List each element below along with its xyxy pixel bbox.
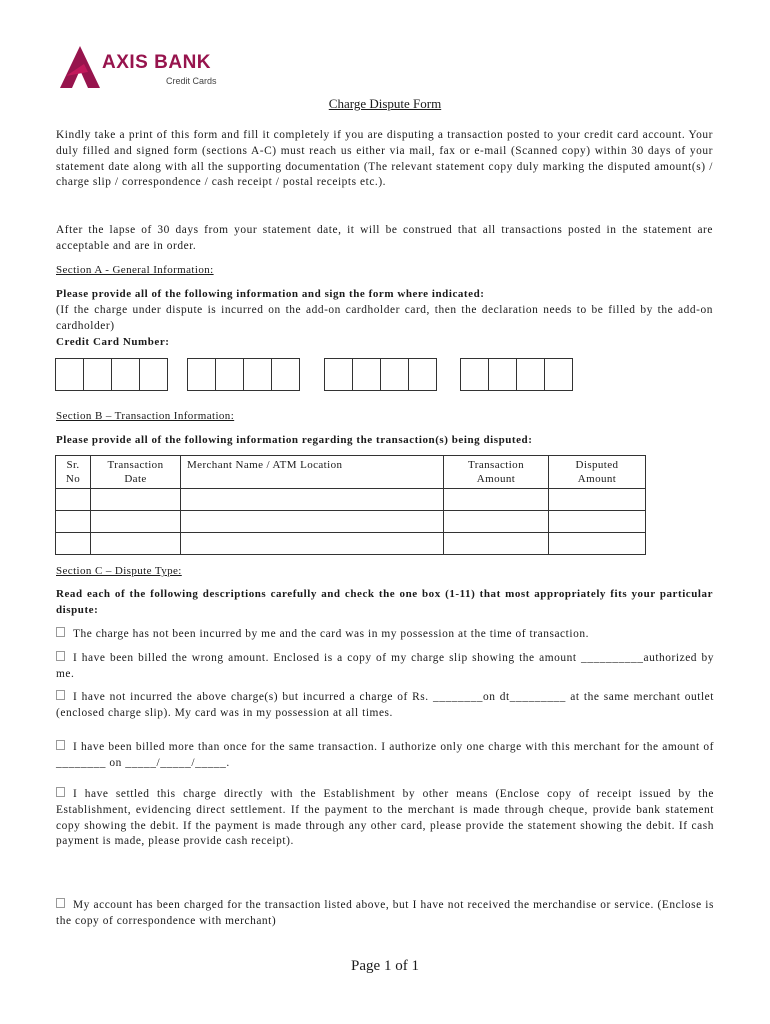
dispute-option-2[interactable]: I have been billed the wrong amount. Enclosed is a copy of my charge slip showing the amount __________authorized by me. <box>56 652 714 680</box>
card-digit-box[interactable] <box>215 358 244 391</box>
section-a-heading: Section A - General Information: <box>56 264 214 276</box>
card-digit-box[interactable] <box>243 358 272 391</box>
card-digit-box[interactable] <box>324 358 353 391</box>
card-digit-box[interactable] <box>139 358 168 391</box>
section-b-instruction: Please provide all of the following information regarding the transaction(s) being disputed: <box>56 434 533 446</box>
checkbox-icon[interactable] <box>56 627 65 637</box>
card-digit-box[interactable] <box>352 358 381 391</box>
checkbox-icon[interactable] <box>56 787 65 797</box>
card-digit-box[interactable] <box>408 358 437 391</box>
card-number-group-2[interactable] <box>188 358 300 391</box>
card-digit-box[interactable] <box>380 358 409 391</box>
page-title: Charge Dispute Form <box>328 96 442 111</box>
brand-sub: Credit Cards <box>166 76 217 86</box>
section-a-note: (If the charge under dispute is incurred on the add-on cardholder card, then the declaration needs to be filled by the add-on cardholder) <box>56 304 713 332</box>
col-disputed: Disputed Amount <box>549 456 646 489</box>
card-digit-box[interactable] <box>83 358 112 391</box>
card-digit-box[interactable] <box>460 358 489 391</box>
checkbox-icon[interactable] <box>56 651 65 661</box>
card-number-group-3[interactable] <box>325 358 437 391</box>
dispute-option-1[interactable]: The charge has not been incurred by me and the card was in my possession at the time of transaction. <box>56 627 714 643</box>
card-number-group-4[interactable] <box>461 358 573 391</box>
card-digit-box[interactable] <box>55 358 84 391</box>
card-number-group-1[interactable] <box>56 358 168 391</box>
dispute-option-4[interactable]: I have been billed more than once for the same transaction. I authorize only one charge with this merchant for the amount of ________ on _____/_____/_____. <box>56 741 714 769</box>
col-sr: Sr. No <box>56 456 91 489</box>
checkbox-icon[interactable] <box>56 690 65 700</box>
checkbox-icon[interactable] <box>56 740 65 750</box>
section-c-instruction: Read each of the following descriptions carefully and check the one box (1-11) that most appropriately fits your particular dispute: <box>56 588 713 616</box>
card-digit-box[interactable] <box>111 358 140 391</box>
axis-bank-logo <box>58 44 238 90</box>
section-c-heading: Section C – Dispute Type: <box>56 565 182 577</box>
table-row[interactable] <box>56 489 646 511</box>
card-digit-box[interactable] <box>187 358 216 391</box>
col-date: Transaction Date <box>91 456 181 489</box>
table-header-row <box>56 456 646 489</box>
card-digit-box[interactable] <box>488 358 517 391</box>
transaction-table <box>55 455 646 555</box>
dispute-option-6[interactable]: My account has been charged for the transaction listed above, but I have not received the merchandise or service. (Enclose is the copy of correspondence with merchant) <box>56 899 714 927</box>
page-number: Page 1 of 1 <box>351 958 419 974</box>
card-number-label: Credit Card Number: <box>56 336 170 348</box>
card-digit-box[interactable] <box>271 358 300 391</box>
intro-paragraph: Kindly take a print of this form and fill it completely if you are disputing a transaction posted to your credit card account. Your duly filled and signed form (sections A-C) must reach us either via mail, fax or e-mail (Scanned copy) within 30 days of your statement date along with all the supporting documentation (The relevant statement copy duly marking the disputed amount(s) / charge slip / correspondence / cash receipt / postal receipts etc.). <box>56 129 713 189</box>
dispute-option-5[interactable]: I have settled this charge directly with the Establishment by other means (Enclose copy of receipt issued by the Establishment, evidencing direct settlement. If the payment to the merchant is made through cheque, provide bank statement copy showing the debit. If the payment is made through any other card, please provide the statement showing the debit. If cash payment is made, please provide cash receipt). <box>56 788 714 848</box>
table-row[interactable] <box>56 533 646 555</box>
card-digit-box[interactable] <box>516 358 545 391</box>
card-digit-box[interactable] <box>544 358 573 391</box>
col-amount: Transaction Amount <box>444 456 549 489</box>
brand-name: AXIS BANK <box>102 52 212 73</box>
axis-logo-icon <box>58 44 102 90</box>
checkbox-icon[interactable] <box>56 898 65 908</box>
section-a-instruction: Please provide all of the following information and sign the form where indicated: <box>56 288 485 300</box>
section-b-heading: Section B – Transaction Information: <box>56 410 235 422</box>
table-row[interactable] <box>56 511 646 533</box>
col-merchant: Merchant Name / ATM Location <box>181 456 444 489</box>
lapse-paragraph: After the lapse of 30 days from your statement date, it will be construed that all transactions posted in the statement are acceptable and are in order. <box>56 224 713 252</box>
dispute-option-3[interactable]: I have not incurred the above charge(s) but incurred a charge of Rs. ________on dt_________ at the same merchant outlet (enclosed charge slip). My card was in my possession at all times. <box>56 691 714 719</box>
